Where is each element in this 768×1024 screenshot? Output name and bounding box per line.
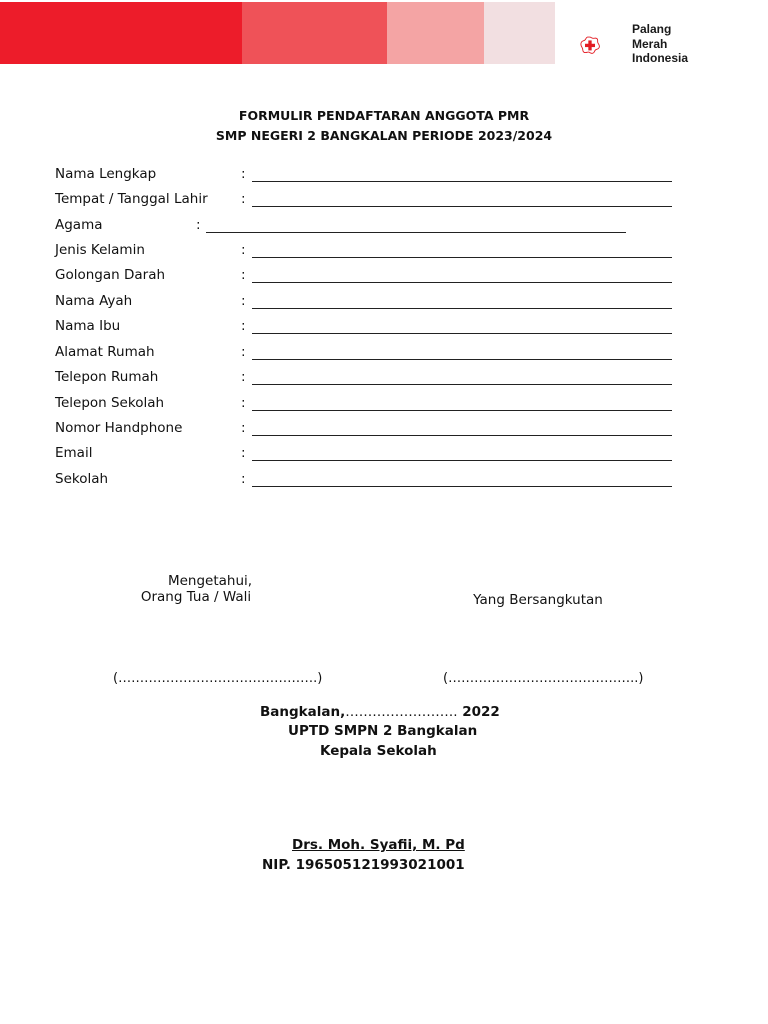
headmaster-nip: NIP. 196505121993021001 — [262, 857, 465, 873]
field-nomor-handphone — [55, 420, 675, 440]
field-colon: : — [241, 166, 246, 182]
fill-line[interactable] — [252, 435, 672, 436]
signature-right-heading: Yang Bersangkutan — [473, 592, 603, 608]
signature-left-heading — [110, 573, 310, 605]
place-year: 2022 — [457, 704, 500, 720]
fill-line[interactable] — [252, 486, 672, 487]
fill-line[interactable] — [252, 181, 672, 182]
form-title-line-1: FORMULIR PENDAFTARAN ANGGOTA PMR — [238, 108, 530, 123]
field-label: Telepon Sekolah — [55, 395, 165, 411]
field-nama-ayah — [55, 293, 675, 313]
school-org: UPTD SMPN 2 Bangkalan — [288, 723, 478, 739]
field-label: Alamat Rumah — [55, 344, 155, 360]
field-label: Jenis Kelamin — [55, 242, 145, 258]
orang-tua-wali-text: Orang Tua / Wali — [140, 589, 252, 605]
field-colon: : — [241, 242, 246, 258]
header-band-4 — [484, 2, 555, 64]
header-band-2 — [242, 2, 387, 64]
fill-line[interactable] — [252, 308, 672, 309]
headmaster-role: Kepala Sekolah — [320, 743, 437, 759]
field-alamat-rumah — [55, 344, 675, 364]
field-label: Golongan Darah — [55, 267, 166, 283]
field-colon: : — [241, 293, 246, 309]
fill-line[interactable] — [252, 359, 672, 360]
fill-line[interactable] — [206, 232, 626, 233]
field-nama-ibu — [55, 318, 675, 338]
field-colon: : — [241, 471, 246, 487]
fill-line[interactable] — [252, 460, 672, 461]
field-label: Email — [55, 445, 93, 461]
field-colon: : — [241, 395, 246, 411]
field-agama — [55, 217, 675, 237]
logo-line-1: Palang — [632, 22, 672, 36]
mengetahui-text: Mengetahui, — [167, 573, 253, 589]
field-tempat-tanggal-lahir — [55, 191, 675, 211]
field-telepon-sekolah — [55, 395, 675, 415]
signature-left-dots[interactable]: (……………………………………….) — [113, 671, 323, 686]
field-telepon-rumah — [55, 369, 675, 389]
field-colon: : — [241, 191, 246, 207]
field-label: Nama Ibu — [55, 318, 121, 334]
field-colon: : — [241, 267, 246, 283]
place-date — [260, 704, 500, 720]
field-label: Agama — [55, 217, 103, 233]
field-nama-lengkap — [55, 166, 675, 186]
field-jenis-kelamin — [55, 242, 675, 262]
fill-line[interactable] — [252, 410, 672, 411]
field-colon: : — [241, 420, 246, 436]
field-colon: : — [241, 369, 246, 385]
logo-line-2: Merah — [632, 36, 668, 51]
header-band-1 — [0, 2, 242, 64]
field-label: Telepon Rumah — [55, 369, 159, 385]
field-email — [55, 445, 675, 465]
field-golongan-darah — [55, 267, 675, 287]
header-band-3 — [387, 2, 484, 64]
field-colon: : — [196, 217, 201, 233]
logo-text — [632, 22, 688, 66]
field-colon: : — [241, 445, 246, 461]
fill-line[interactable] — [252, 384, 672, 385]
field-label: Nomor Handphone — [55, 420, 183, 436]
field-label: Nama Lengkap — [55, 166, 157, 182]
field-sekolah — [55, 471, 675, 491]
logo-line-3: Indonesia — [632, 51, 689, 65]
headmaster-name: Drs. Moh. Syafii, M. Pd — [292, 837, 465, 853]
form-title-line-2: SMP NEGERI 2 BANGKALAN PERIODE 2023/2024 — [215, 128, 553, 143]
field-label: Tempat / Tanggal Lahir — [55, 191, 208, 207]
field-colon: : — [241, 344, 246, 360]
fill-line[interactable] — [252, 282, 672, 283]
place-prefix: Bangkalan, — [260, 704, 346, 720]
fill-line[interactable] — [252, 333, 672, 334]
red-cross-logo-icon — [580, 22, 630, 68]
fill-line[interactable] — [252, 206, 672, 207]
field-label: Nama Ayah — [55, 293, 133, 309]
fill-line[interactable] — [252, 257, 672, 258]
field-label: Sekolah — [55, 471, 109, 487]
signature-right-dots[interactable]: (……………………………………..) — [443, 671, 644, 686]
field-colon: : — [241, 318, 246, 334]
date-dots[interactable]: ……………………. — [345, 704, 458, 720]
